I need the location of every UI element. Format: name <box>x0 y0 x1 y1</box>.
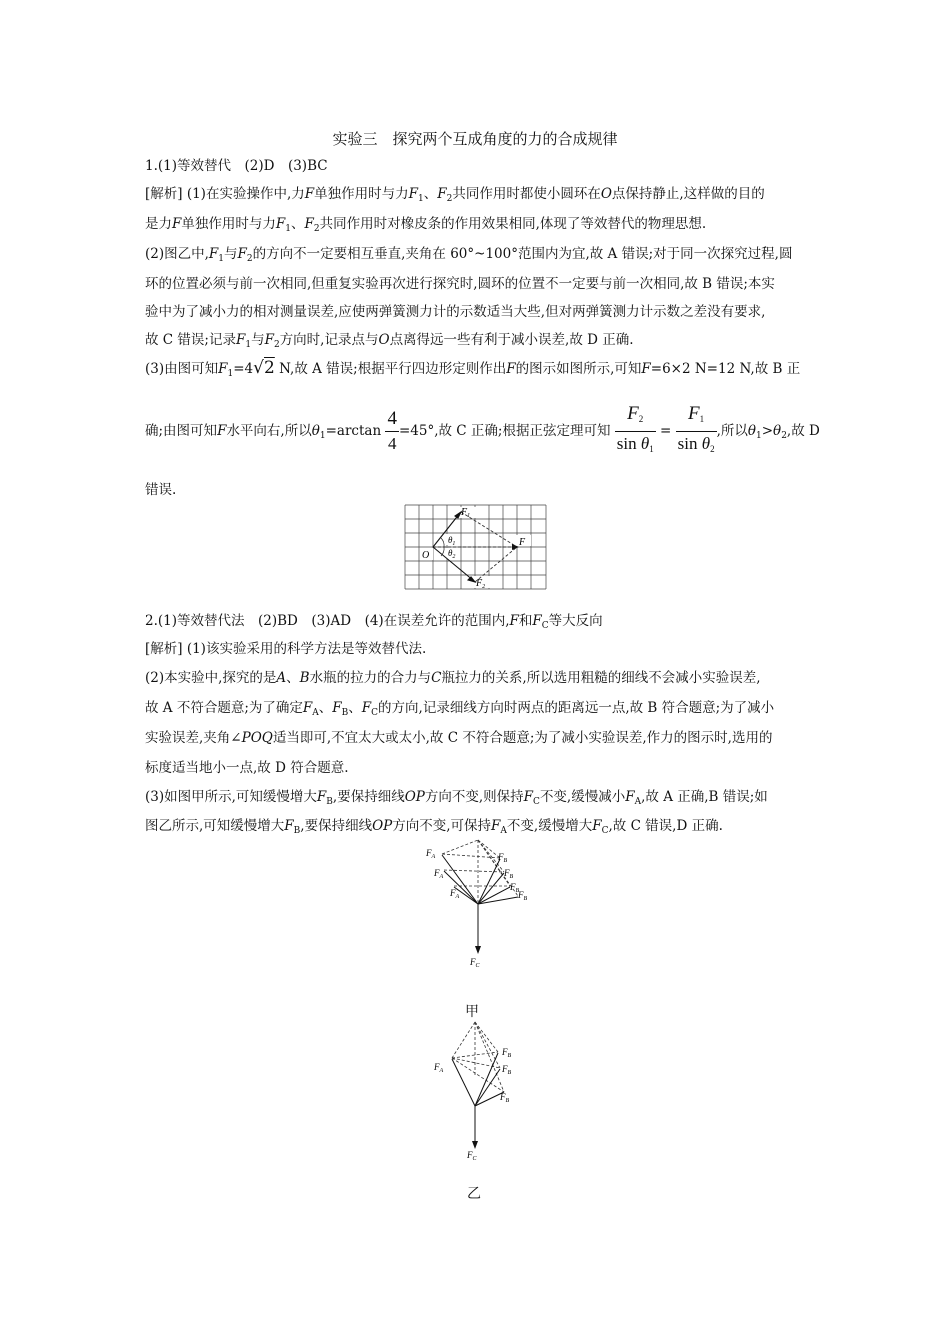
q2-text-line: 标度适当地小一点,故 D 符合题意. <box>145 760 349 776</box>
fraction-f1-sin2: $\frac{F_1}{\sin \theta_2}$ <box>677 403 715 454</box>
q2-text-line: (2)本实验中,探究的是A、B水瓶的拉力的合力与C瓶拉力的关系,所以选用粗糙的细线不会减小实验误差, <box>145 670 761 686</box>
fb-label: $F_B$ <box>498 852 508 864</box>
fb-label: $F_B$ <box>502 1047 512 1059</box>
figure-caption-jia: 甲 <box>465 1004 479 1020</box>
q2-text-line: 图乙所示,可知缓慢增大$F_B$,要保持细线OP方向不变,可保持$F_A$不变,缓慢增大$F_C$,故 C 错误,D 正确. <box>145 818 723 836</box>
q2-text-line: [解析] (1)该实验采用的科学方法是等效替代法. <box>145 641 427 657</box>
q1-text-line: 验中为了减小力的相对测量误差,应使两弹簧测力计的示数适当大些,但对两弹簧测力计示数之差没有要求, <box>145 304 766 320</box>
q1-text-line: [解析] (1)在实验操作中,力F单独作用时与力$F_1$、$F_2$共同作用时都使小圆环在O点保持静止,这样做的目的 <box>145 186 765 204</box>
fc-label: $F_C$ <box>467 1150 477 1162</box>
fa-label: $F_A$ <box>450 888 460 900</box>
f1-label: $F_1$ <box>461 507 471 519</box>
sqrt-symbol: √ <box>253 358 264 378</box>
q2-text-line: 实验误差,夹角∠POQ适当即可,不宜太大或太小,故 C 不符合题意;为了减小实验误差,作力的图示时,选用的 <box>145 730 773 746</box>
q1-text-line: 故 C 错误;记录$F_1$与$F_2$方向时,记录点与O点离得远一些有利于减小误差,故 D 正确. <box>145 332 634 350</box>
theta1-label: $\theta_1$ <box>448 535 456 547</box>
fa-label: $F_A$ <box>434 1062 444 1074</box>
fa-label: $F_A$ <box>426 848 436 860</box>
q2-answer: 2.(1)等效替代法 (2)BD (3)AD (4)在误差允许的范围内,F和$F_C$等大反向 <box>145 613 603 631</box>
q1-text-line: 是力F单独作用时与力$F_1$、$F_2$共同作用时对橡皮条的作用效果相同,体现了等效替代的物理思想. <box>145 216 707 234</box>
fb-label: $F_B$ <box>502 1064 512 1076</box>
fa-label: $F_A$ <box>434 868 444 880</box>
fc-label: $F_C$ <box>470 957 480 969</box>
q2-text-line: (3)如图甲所示,可知缓慢增大$F_B$,要保持细线OP方向不变,则保持$F_C$不变,缓慢减小$F_A$,故 A 正确,B 错误;如 <box>145 789 768 807</box>
f2-label: $F_2$ <box>476 578 486 590</box>
q1-text-line: 环的位置必须与前一次相同,但重复实验再次进行探究时,圆环的位置不一定要与前一次相同,故 B 错误;本实 <box>145 276 775 292</box>
q1-formula-line: 确;由图可知F水平向右,所以$\theta_1=\arctan$ $\frac{4}{4}$ =45°,故 C 正确;根据正弦定理可知 $\frac{F_2}{\sin \theta_1}$ = $\frac{F_1}{\sin \theta_2}$ ,所以$\theta_1>\theta_2$,故 D <box>145 402 815 462</box>
fraction-f2-sin1: $\frac{F_2}{\sin \theta_1}$ <box>616 403 654 454</box>
fb-label: $F_B$ <box>504 868 514 880</box>
force-figure-yi <box>420 1020 530 1166</box>
force-grid-figure <box>403 503 548 591</box>
q1-text-line: 错误. <box>145 482 177 498</box>
force-figure-jia <box>420 838 530 970</box>
figure-caption-yi: 乙 <box>467 1186 481 1202</box>
q2-text-line: 故 A 不符合题意;为了确定$F_A$、$F_B$、$F_C$的方向,记录细线方向时两点的距离远一点,故 B 符合题意;为了减小 <box>145 700 775 718</box>
fraction-arctan: $\frac{4}{4}$ <box>387 408 397 453</box>
q1-answer: 1.(1)等效替代 (2)D (3)BC <box>145 158 328 174</box>
q1-text-line: (2)图乙中$,F_1$与$F_2$的方向不一定要相互垂直,夹角在 60°~100°范围内为宜,故 A 错误;对于同一次探究过程,圆 <box>145 246 793 264</box>
q1-text-line: (3)由图可知$F_1=4√2$ N,故 A 错误;根据平行四边形定则作出F的图示如图所示,可知F=6×2 N=12 N,故 B 正 <box>145 358 801 379</box>
theta2-label: $\theta_2$ <box>448 548 456 560</box>
fb-label: $F_B$ <box>510 882 520 894</box>
page-title: 实验三 探究两个互成角度的力的合成规律 <box>332 130 618 148</box>
f-label: F <box>519 537 526 548</box>
fb-label: $F_B$ <box>500 1092 510 1104</box>
fb-label: $F_B$ <box>518 890 528 902</box>
origin-label: O <box>422 550 430 561</box>
